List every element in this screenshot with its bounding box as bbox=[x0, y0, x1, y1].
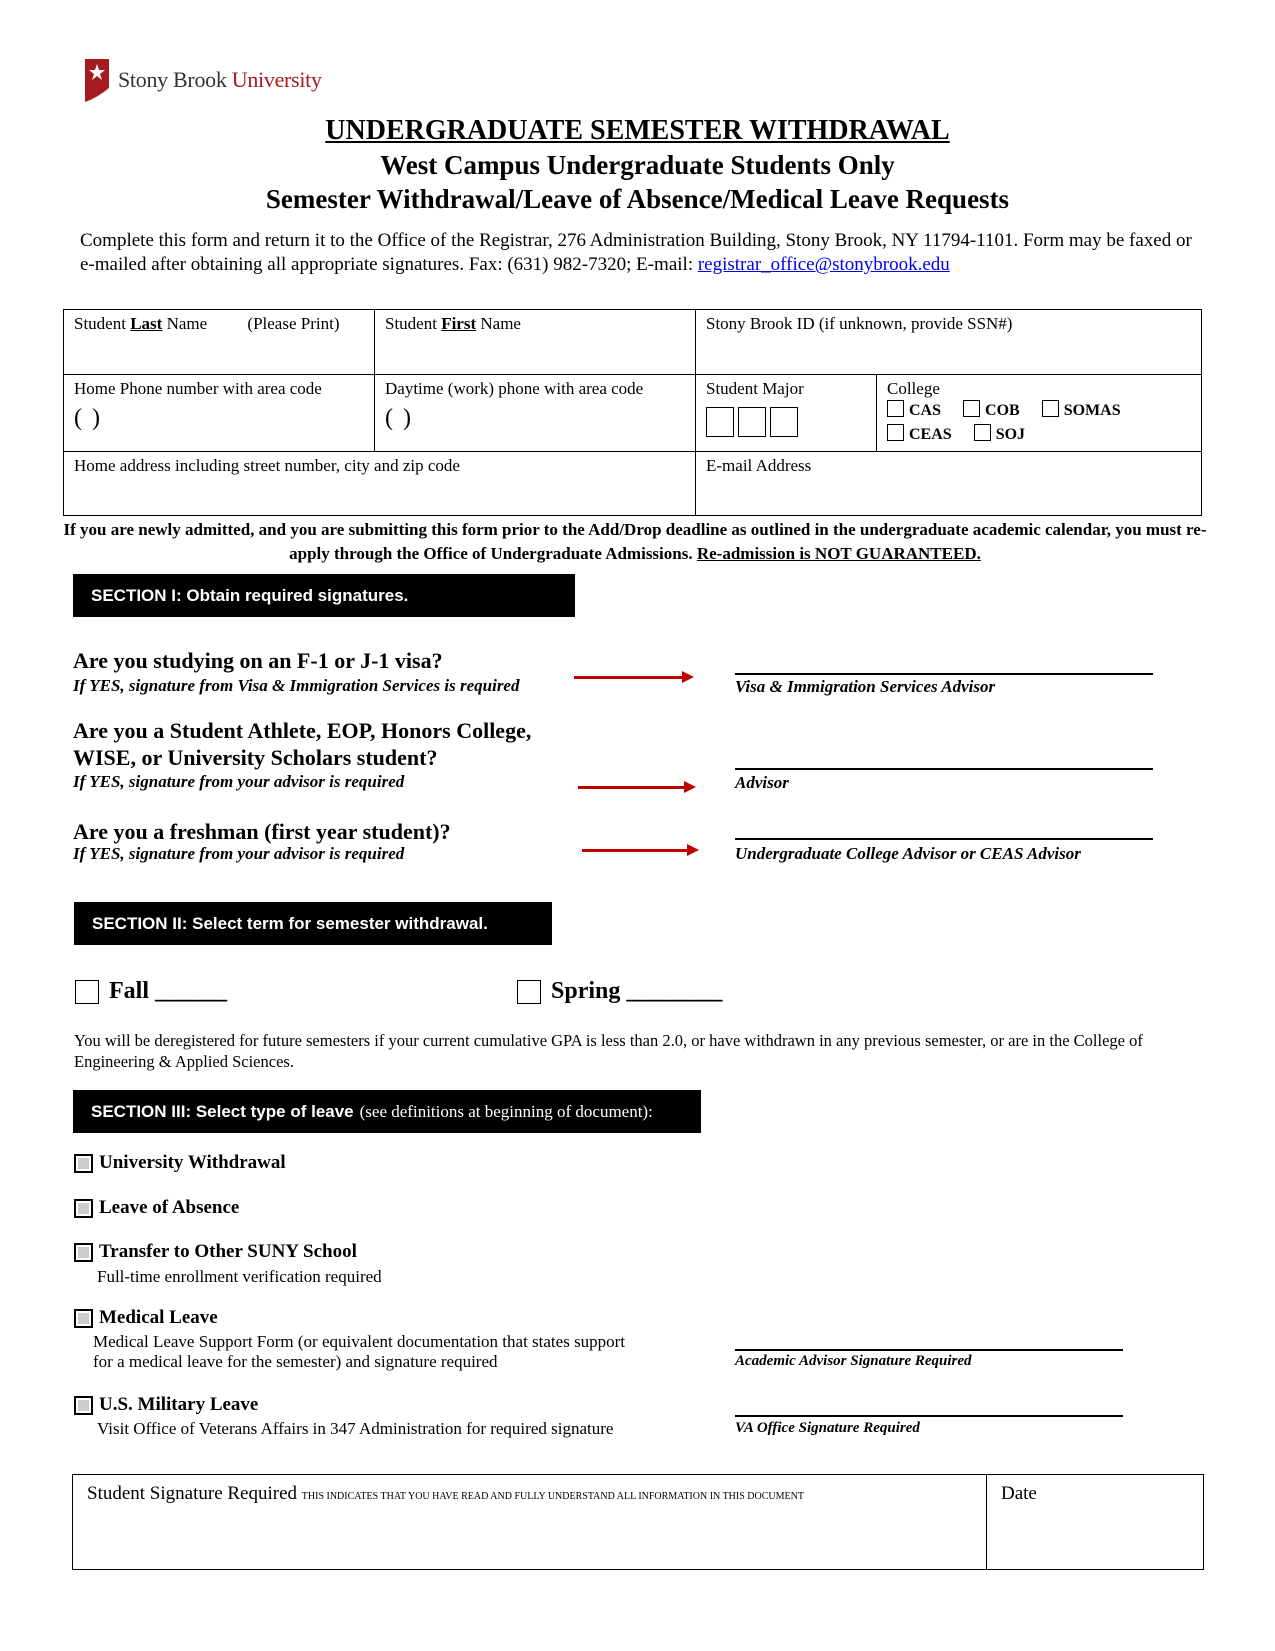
college-option-ceas: CEAS bbox=[909, 426, 952, 443]
section-3-title: SECTION III: Select type of leave bbox=[91, 1101, 354, 1121]
stony-brook-id-label: Stony Brook ID (if unknown, provide SSN#) bbox=[706, 314, 1013, 333]
date-label: Date bbox=[1001, 1483, 1037, 1504]
intro-paragraph bbox=[80, 229, 1200, 277]
question-special-programs-note: If YES, signature from your advisor is required bbox=[73, 772, 405, 791]
notice-text: If you are newly admitted, and you are submitting this form prior to the Add/Drop deadline as outlined in the undergraduate academic calendar, you must re-apply through the Office of Undergraduate Admissions. bbox=[63, 520, 1207, 563]
college-advisor-label: Undergraduate College Advisor or CEAS Advisor bbox=[735, 844, 1081, 863]
section-1-header bbox=[73, 574, 575, 617]
fall-label: Fall ______ bbox=[109, 978, 227, 1004]
email-address-field[interactable] bbox=[696, 452, 1202, 516]
college-option-soj: SOJ bbox=[995, 426, 1026, 443]
college-option-somas: SOMAS bbox=[1063, 402, 1121, 419]
checkbox-cas[interactable] bbox=[887, 400, 904, 417]
college-option-cas: CAS bbox=[909, 402, 942, 419]
spring-checkbox[interactable] bbox=[517, 980, 541, 1004]
shield-logo-icon bbox=[84, 58, 110, 102]
signature-acknowledgement: THIS INDICATES THAT YOU HAVE READ AND FULLY UNDERSTAND ALL INFORMATION IN THIS DOCUMENT bbox=[301, 1491, 804, 1502]
home-phone-area-code: ( ) bbox=[74, 405, 102, 431]
home-address-field[interactable] bbox=[64, 452, 696, 516]
first-name-field[interactable] bbox=[375, 310, 696, 375]
registrar-email-link[interactable]: registrar_office@stonybrook.edu bbox=[697, 254, 950, 275]
question-special-programs-line2: WISE, or University Scholars student? bbox=[73, 745, 438, 770]
student-major-field bbox=[696, 375, 877, 452]
va-office-signature-line[interactable] bbox=[735, 1413, 1123, 1417]
medical-leave-note-line2: for a medical leave for the semester) and signature required bbox=[93, 1352, 498, 1371]
page-title: UNDERGRADUATE SEMESTER WITHDRAWAL bbox=[325, 115, 950, 146]
section-2-header bbox=[74, 902, 552, 945]
arrow-right-icon bbox=[578, 786, 686, 789]
major-code-boxes bbox=[706, 407, 866, 437]
academic-advisor-signature-label: Academic Advisor Signature Required bbox=[735, 1353, 972, 1369]
leave-option-transfer-suny[interactable] bbox=[74, 1241, 357, 1263]
stony-brook-id-field[interactable] bbox=[696, 310, 1202, 375]
college-options-row-2 bbox=[887, 423, 1191, 447]
college-advisor-signature-line[interactable] bbox=[735, 836, 1153, 840]
leave-option-university-withdrawal[interactable] bbox=[74, 1152, 286, 1174]
last-name-label-pre: Student bbox=[74, 314, 131, 333]
leave-option-leave-of-absence[interactable] bbox=[74, 1197, 239, 1219]
visa-signature-line[interactable] bbox=[735, 671, 1153, 675]
section-3-title-note: (see definitions at beginning of document): bbox=[359, 1101, 653, 1121]
transfer-suny-checkbox[interactable] bbox=[74, 1243, 93, 1262]
last-name-label-bold: Last bbox=[130, 314, 163, 333]
email-address-label: E-mail Address bbox=[706, 456, 812, 475]
logo-name-part1: Stony Brook bbox=[118, 67, 227, 92]
spring-label: Spring ________ bbox=[551, 978, 723, 1004]
form-title-block bbox=[0, 114, 1275, 216]
last-name-field[interactable] bbox=[64, 310, 375, 375]
date-field[interactable] bbox=[987, 1475, 1203, 1569]
transfer-suny-note: Full-time enrollment verification required bbox=[97, 1267, 382, 1286]
leave-of-absence-label: Leave of Absence bbox=[99, 1197, 240, 1218]
student-signature-label: Student Signature Required bbox=[87, 1483, 298, 1504]
section-2-title: SECTION II: Select term for semester withdrawal. bbox=[92, 913, 488, 933]
student-signature-field[interactable] bbox=[73, 1475, 987, 1569]
medical-leave-checkbox[interactable] bbox=[74, 1309, 93, 1328]
first-name-label-post: Name bbox=[476, 314, 521, 333]
checkbox-ceas[interactable] bbox=[887, 424, 904, 441]
home-phone-label: Home Phone number with area code bbox=[74, 379, 322, 398]
question-freshman: Are you a freshman (first year student)? bbox=[73, 819, 451, 844]
college-field bbox=[877, 375, 1202, 452]
please-print-note: (Please Print) bbox=[247, 314, 340, 333]
work-phone-field[interactable] bbox=[375, 375, 696, 452]
logo-name-part2: University bbox=[231, 67, 322, 92]
university-withdrawal-label: University Withdrawal bbox=[99, 1152, 286, 1173]
medical-leave-note bbox=[93, 1332, 625, 1372]
question-special-programs-line1: Are you a Student Athlete, EOP, Honors College, bbox=[73, 718, 532, 743]
military-leave-label: U.S. Military Leave bbox=[99, 1394, 259, 1415]
first-name-label-bold: First bbox=[441, 314, 477, 333]
military-leave-checkbox[interactable] bbox=[74, 1396, 93, 1415]
major-code-box-2[interactable] bbox=[738, 407, 766, 437]
transfer-suny-label: Transfer to Other SUNY School bbox=[99, 1241, 357, 1262]
work-phone-label: Daytime (work) phone with area code bbox=[385, 379, 644, 398]
student-major-label: Student Major bbox=[706, 379, 804, 398]
intro-text: Complete this form and return it to the Office of the Registrar, 276 Administration Building, Stony Brook, NY 11794-1101. Form may be faxed or e-mailed after obtaining all appropriate signatures. Fax: (631) 982-7320; E-mail: bbox=[80, 230, 1192, 275]
university-logo bbox=[84, 58, 322, 102]
college-label: College bbox=[887, 379, 940, 398]
home-address-label: Home address including street number, city and zip code bbox=[74, 456, 460, 475]
spring-term-option[interactable] bbox=[517, 978, 722, 1005]
readmission-notice bbox=[60, 518, 1210, 566]
leave-option-medical-leave[interactable] bbox=[74, 1307, 218, 1329]
leave-option-military-leave[interactable] bbox=[74, 1394, 258, 1416]
question-visa-note: If YES, signature from Visa & Immigration Services is required bbox=[73, 676, 520, 695]
leave-of-absence-checkbox[interactable] bbox=[74, 1199, 93, 1218]
student-signature-box bbox=[72, 1474, 1204, 1570]
major-code-box-3[interactable] bbox=[770, 407, 798, 437]
deregistration-notice: You will be deregistered for future semesters if your current cumulative GPA is less than 2.0, or have withdrawn in any previous semester, or are in the College of Engineering & Applied Sciences. bbox=[74, 1031, 1143, 1071]
advisor-label: Advisor bbox=[735, 773, 789, 792]
first-name-label-pre: Student bbox=[385, 314, 442, 333]
checkbox-cob[interactable] bbox=[963, 400, 980, 417]
last-name-label-post: Name bbox=[162, 314, 208, 333]
fall-checkbox[interactable] bbox=[75, 980, 99, 1004]
logo-text bbox=[118, 67, 322, 93]
major-code-box-1[interactable] bbox=[706, 407, 734, 437]
notice-warning: Re-admission is NOT GUARANTEED. bbox=[696, 544, 981, 563]
section-1-title: SECTION I: Obtain required signatures. bbox=[91, 585, 409, 605]
checkbox-soj[interactable] bbox=[974, 424, 991, 441]
medical-leave-note-line1: Medical Leave Support Form (or equivalent documentation that states support bbox=[93, 1332, 626, 1351]
checkbox-somas[interactable] bbox=[1042, 400, 1059, 417]
visa-advisor-label: Visa & Immigration Services Advisor bbox=[735, 677, 996, 696]
student-info-table bbox=[63, 309, 1202, 516]
subtitle-1: West Campus Undergraduate Students Only bbox=[380, 150, 895, 180]
work-phone-area-code: ( ) bbox=[385, 405, 413, 431]
home-phone-field[interactable] bbox=[64, 375, 375, 452]
military-leave-note: Visit Office of Veterans Affairs in 347 Administration for required signature bbox=[97, 1419, 614, 1438]
arrow-right-icon bbox=[582, 849, 689, 852]
fall-term-option[interactable] bbox=[75, 978, 227, 1005]
question-visa: Are you studying on an F-1 or J-1 visa? bbox=[73, 648, 443, 673]
question-freshman-note: If YES, signature from your advisor is required bbox=[73, 844, 405, 863]
arrow-right-icon bbox=[574, 676, 684, 679]
section-3-header bbox=[73, 1090, 701, 1133]
medical-leave-label: Medical Leave bbox=[99, 1307, 218, 1328]
advisor-signature-line[interactable] bbox=[735, 766, 1153, 770]
academic-advisor-signature-line[interactable] bbox=[735, 1347, 1123, 1351]
university-withdrawal-checkbox[interactable] bbox=[74, 1154, 93, 1173]
va-office-signature-label: VA Office Signature Required bbox=[735, 1420, 920, 1436]
subtitle-2: Semester Withdrawal/Leave of Absence/Medical Leave Requests bbox=[265, 184, 1010, 214]
college-options-row-1 bbox=[887, 399, 1191, 423]
question-special-programs bbox=[73, 717, 531, 771]
college-option-cob: COB bbox=[985, 402, 1020, 419]
